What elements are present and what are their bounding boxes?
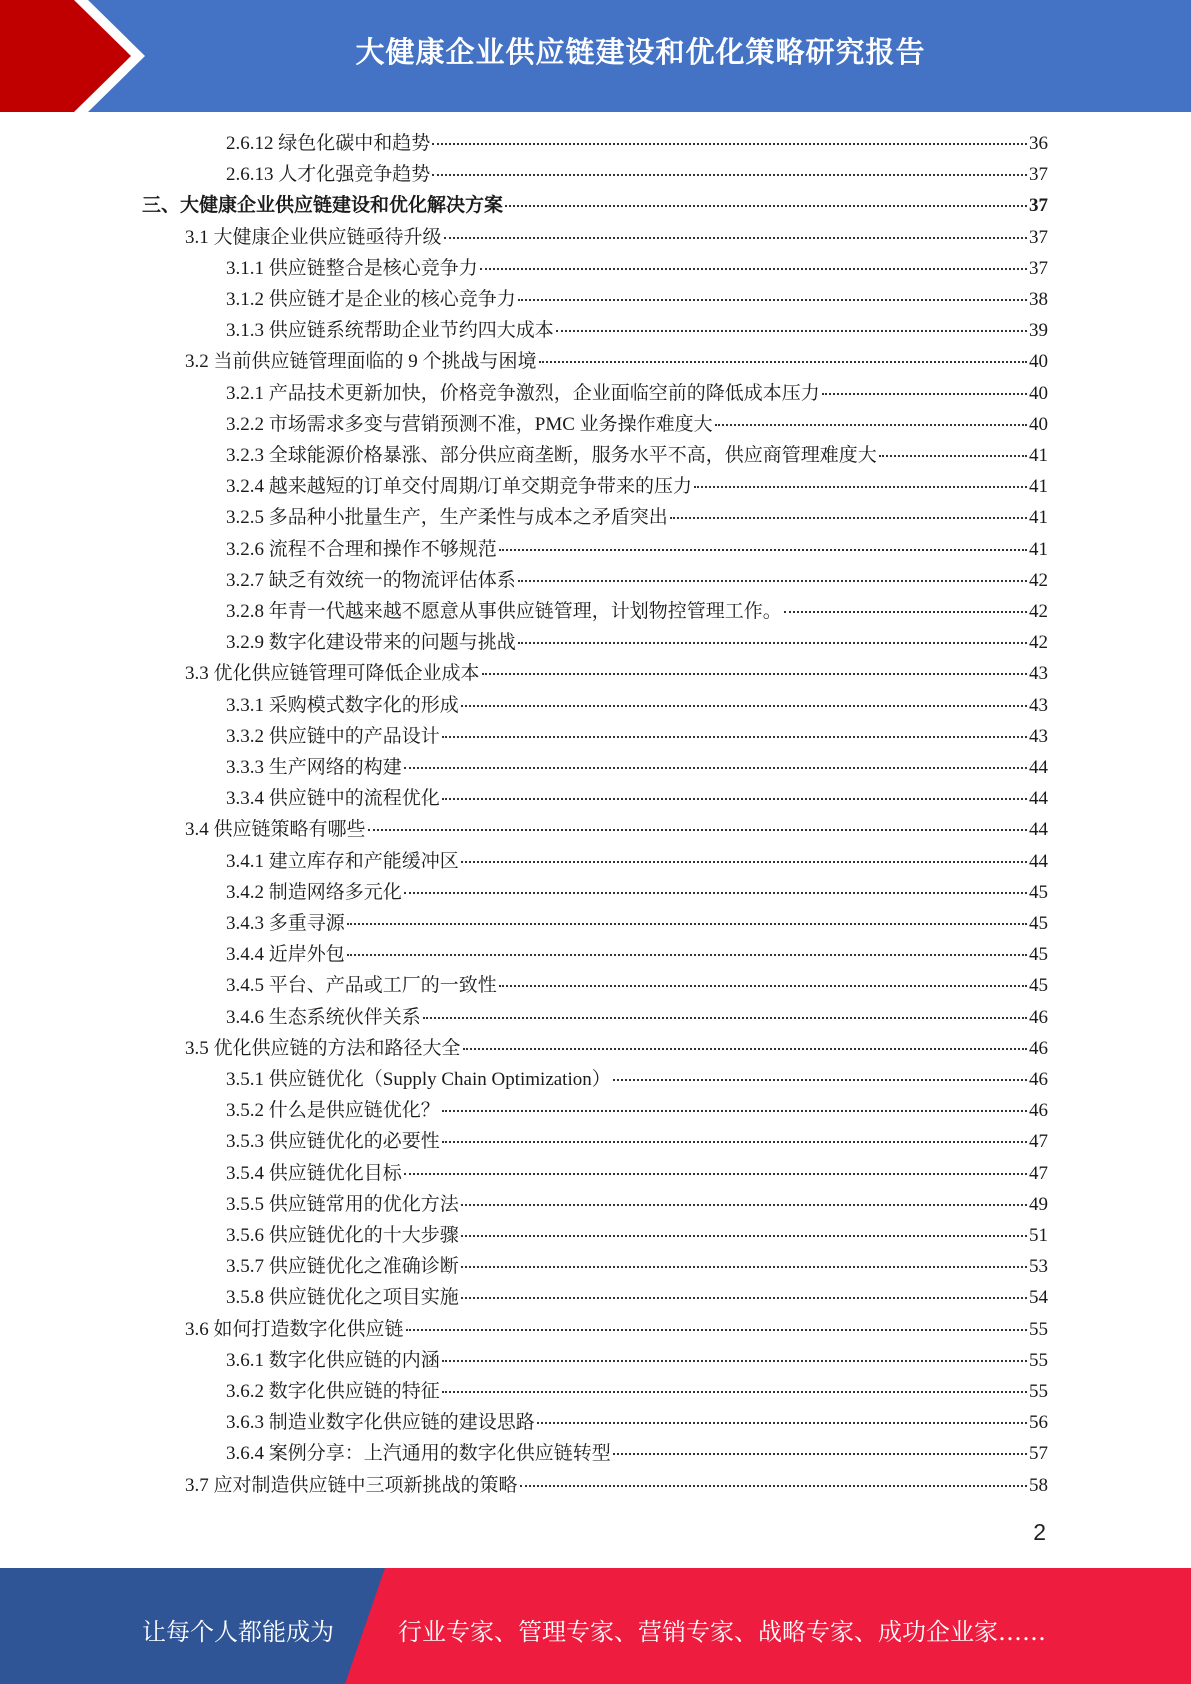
toc-dot-leader — [694, 486, 1027, 488]
toc-dot-leader — [670, 517, 1027, 519]
toc-entry-label: 3.4.3 多重寻源 — [226, 913, 345, 934]
toc-entry-label: 3.5.3 供应链优化的必要性 — [226, 1131, 440, 1153]
toc-entry[interactable] — [226, 471, 1048, 502]
toc-entry[interactable] — [226, 502, 1048, 533]
page-footer — [0, 1568, 1191, 1684]
toc-entry-page: 45 — [1029, 944, 1048, 966]
toc-entry[interactable] — [226, 877, 1048, 908]
toc-entry[interactable] — [226, 284, 1048, 315]
toc-dot-leader — [347, 954, 1027, 956]
toc-entry-page: 46 — [1029, 1069, 1048, 1090]
toc-dot-leader — [461, 705, 1027, 707]
toc-entry[interactable] — [226, 596, 1048, 627]
toc-entry[interactable] — [226, 534, 1048, 565]
toc-entry-label: 3.1.1 供应链整合是核心竞争力 — [226, 257, 478, 279]
toc-entry-page: 40 — [1029, 351, 1048, 373]
toc-dot-leader — [482, 673, 1027, 675]
toc-entry-page: 56 — [1029, 1412, 1048, 1434]
toc-entry[interactable] — [226, 1345, 1048, 1376]
toc-dot-leader — [537, 1422, 1027, 1424]
toc-entry-page: 44 — [1029, 819, 1048, 841]
toc-entry-page: 38 — [1029, 289, 1048, 310]
toc-entry[interactable] — [185, 814, 1048, 845]
toc-entry-label: 3.6.4 案例分享：上汽通用的数字化供应链转型 — [226, 1443, 611, 1465]
toc-entry-label: 3.3 优化供应链管理可降低企业成本 — [185, 663, 480, 685]
toc-entry-label: 3.1.2 供应链才是企业的核心竞争力 — [226, 289, 516, 310]
toc-entry[interactable] — [226, 440, 1048, 471]
toc-entry-page: 45 — [1029, 975, 1048, 997]
toc-dot-leader — [444, 237, 1027, 239]
toc-entry-page: 55 — [1029, 1318, 1048, 1340]
toc-entry[interactable] — [185, 346, 1048, 377]
toc-entry-page: 55 — [1029, 1381, 1048, 1402]
toc-dot-leader — [442, 798, 1027, 800]
toc-entry[interactable] — [226, 752, 1048, 783]
page-number: 2 — [1033, 1519, 1046, 1545]
toc-dot-leader — [368, 829, 1027, 831]
toc-dot-leader — [461, 1266, 1027, 1268]
toc-dot-leader — [518, 642, 1027, 644]
toc-dot-leader — [505, 205, 1027, 207]
toc-entry-label: 3.2.1 产品技术更新加快，价格竞争激烈，企业面临空前的降低成本压力 — [226, 382, 820, 404]
toc-dot-leader — [461, 1297, 1027, 1299]
toc-entry-label: 3.5 优化供应链的方法和路径大全 — [185, 1037, 461, 1059]
toc-entry-label: 3.1 大健康企业供应链亟待升级 — [185, 226, 442, 248]
toc-entry-label: 3.5.1 供应链优化（Supply Chain Optimization） — [226, 1069, 611, 1090]
toc-entry[interactable] — [142, 190, 1048, 221]
toc-entry-label: 3.3.4 供应链中的流程优化 — [226, 788, 440, 810]
toc-dot-leader — [879, 455, 1027, 457]
toc-entry-label: 3.6.1 数字化供应链的内涵 — [226, 1349, 440, 1371]
toc-entry-page: 44 — [1029, 757, 1048, 778]
toc-entry[interactable] — [226, 253, 1048, 284]
page-header — [0, 0, 1191, 112]
toc-dot-leader — [518, 299, 1027, 301]
toc-dot-leader — [463, 1048, 1027, 1050]
toc-entry[interactable] — [226, 565, 1048, 596]
toc-dot-leader — [461, 1204, 1027, 1206]
toc-entry-label: 3.5.2 什么是供应链优化？ — [226, 1100, 440, 1122]
toc-entry-page: 41 — [1029, 476, 1048, 498]
toc-entry-page: 47 — [1029, 1131, 1048, 1153]
toc-entry-label: 3.6 如何打造数字化供应链 — [185, 1318, 404, 1340]
toc-entry-page: 39 — [1029, 320, 1048, 342]
toc-dot-leader — [432, 143, 1027, 145]
toc-entry-label: 3.4 供应链策略有哪些 — [185, 819, 366, 841]
toc-entry-label: 2.6.12 绿色化碳中和趋势 — [226, 133, 431, 154]
toc-entry[interactable] — [226, 159, 1048, 190]
toc-entry[interactable] — [226, 1095, 1048, 1126]
toc-entry[interactable] — [185, 1314, 1048, 1345]
toc-entry[interactable] — [185, 1033, 1048, 1064]
toc-entry-label: 3.5.6 供应链优化的十大步骤 — [226, 1225, 459, 1246]
toc-entry-label: 3.6.2 数字化供应链的特征 — [226, 1381, 440, 1402]
toc-entry-label: 3.2.8 年青一代越来越不愿意从事供应链管理，计划物控管理工作。 — [226, 601, 782, 622]
toc-dot-leader — [613, 1453, 1027, 1455]
toc-entry[interactable] — [226, 128, 1048, 159]
toc-entry-page: 37 — [1029, 257, 1048, 279]
toc-dot-leader — [423, 1017, 1027, 1019]
toc-entry-page: 54 — [1029, 1287, 1048, 1309]
toc-dot-leader — [461, 861, 1027, 863]
toc-dot-leader — [442, 1391, 1027, 1393]
toc-entry[interactable] — [226, 721, 1048, 752]
toc-entry-label: 3.7 应对制造供应链中三项新挑战的策略 — [185, 1474, 518, 1496]
toc-entry-page: 41 — [1029, 538, 1048, 560]
toc-entry[interactable] — [226, 1158, 1048, 1189]
footer-slogan-right: 行业专家、管理专家、营销专家、战略专家、成功企业家…… — [398, 1618, 1046, 1646]
toc-entry-page: 55 — [1029, 1349, 1048, 1371]
toc-dot-leader — [404, 892, 1027, 894]
toc-entry-page: 46 — [1029, 1037, 1048, 1059]
toc-entry-page: 43 — [1029, 663, 1048, 685]
toc-entry-label: 3.5.7 供应链优化之准确诊断 — [226, 1256, 459, 1278]
footer-slogan-left: 让每个人都能成为 — [142, 1618, 334, 1646]
toc-entry[interactable] — [185, 1470, 1048, 1501]
toc-entry-page: 42 — [1029, 569, 1048, 591]
toc-entry-label: 3.5.5 供应链常用的优化方法 — [226, 1193, 459, 1215]
toc-entry[interactable] — [226, 1220, 1048, 1251]
toc-entry[interactable] — [226, 939, 1048, 970]
toc-entry[interactable] — [226, 627, 1048, 658]
toc-dot-leader — [432, 174, 1027, 176]
toc-entry[interactable] — [226, 783, 1048, 814]
toc-entry-page: 43 — [1029, 694, 1048, 716]
toc-entry-label: 2.6.13 人才化强竞争趋势 — [226, 164, 431, 186]
toc-entry[interactable] — [185, 658, 1048, 689]
toc-entry-label: 3.3.2 供应链中的产品设计 — [226, 725, 440, 747]
toc-entry-label: 三、大健康企业供应链建设和优化解决方案 — [142, 195, 504, 217]
toc-dot-leader — [406, 1329, 1027, 1331]
toc-entry-label: 3.2.2 市场需求多变与营销预测不准，PMC 业务操作难度大 — [226, 413, 713, 435]
toc-dot-leader — [461, 1235, 1027, 1237]
toc-entry-label: 3.2.3 全球能源价格暴涨、部分供应商垄断，服务水平不高，供应商管理难度大 — [226, 445, 877, 466]
toc-entry[interactable] — [226, 970, 1048, 1001]
toc-dot-leader — [556, 330, 1027, 332]
toc-entry[interactable] — [226, 409, 1048, 440]
toc-dot-leader — [539, 361, 1027, 363]
toc-dot-leader — [499, 985, 1027, 987]
toc-entry-page: 58 — [1029, 1474, 1048, 1496]
toc-entry[interactable] — [226, 1376, 1048, 1407]
toc-dot-leader — [347, 923, 1027, 925]
toc-entry-page: 45 — [1029, 881, 1048, 903]
toc-entry-page: 37 — [1029, 195, 1048, 217]
toc-entry[interactable] — [226, 1251, 1048, 1282]
toc-dot-leader — [822, 393, 1027, 395]
toc-entry-label: 3.2.4 越来越短的订单交付周期/订单交期竞争带来的压力 — [226, 476, 693, 498]
toc-entry-label: 3.4.5 平台、产品或工厂的一致性 — [226, 975, 497, 997]
toc-entry[interactable] — [226, 846, 1048, 877]
toc-entry-page: 41 — [1029, 507, 1048, 529]
toc-dot-leader — [613, 1079, 1027, 1081]
toc-entry[interactable] — [226, 1002, 1048, 1033]
toc-entry[interactable] — [185, 222, 1048, 253]
toc-entry-label: 3.2.5 多品种小批量生产，生产柔性与成本之矛盾突出 — [226, 507, 668, 529]
toc-entry-label: 3.4.1 建立库存和产能缓冲区 — [226, 850, 459, 872]
toc-entry[interactable] — [226, 1126, 1048, 1157]
toc-dot-leader — [442, 1360, 1027, 1362]
toc-entry-page: 49 — [1029, 1193, 1048, 1215]
toc-dot-leader — [404, 1173, 1027, 1175]
toc-entry-label: 3.4.6 生态系统伙伴关系 — [226, 1006, 421, 1028]
toc-entry-page: 41 — [1029, 445, 1048, 466]
toc-entry-label: 3.5.8 供应链优化之项目实施 — [226, 1287, 459, 1309]
toc-entry-page: 37 — [1029, 226, 1048, 248]
toc-dot-leader — [442, 1141, 1027, 1143]
toc-entry-label: 3.5.4 供应链优化目标 — [226, 1162, 402, 1184]
toc-dot-leader — [520, 1485, 1027, 1487]
toc-entry-label: 3.2.7 缺乏有效统一的物流评估体系 — [226, 569, 516, 591]
toc-entry[interactable] — [226, 1282, 1048, 1313]
toc-entry-page: 44 — [1029, 850, 1048, 872]
report-title: 大健康企业供应链建设和优化策略研究报告 — [355, 35, 926, 69]
toc-entry[interactable] — [226, 378, 1048, 409]
toc-entry-page: 40 — [1029, 413, 1048, 435]
toc-entry-page: 45 — [1029, 913, 1048, 934]
toc-entry-label: 3.2 当前供应链管理面临的 9 个挑战与困境 — [185, 351, 537, 373]
toc-entry-page: 57 — [1029, 1443, 1048, 1465]
toc-entry-page: 37 — [1029, 164, 1048, 186]
toc-entry[interactable] — [226, 1189, 1048, 1220]
toc-entry-page: 51 — [1029, 1225, 1048, 1246]
toc-entry-page: 42 — [1029, 601, 1048, 622]
toc-entry-label: 3.1.3 供应链系统帮助企业节约四大成本 — [226, 320, 554, 342]
toc-entry[interactable] — [226, 1064, 1048, 1095]
toc-entry-page: 36 — [1029, 133, 1048, 154]
toc-entry-page: 44 — [1029, 788, 1048, 810]
toc-entry-page: 46 — [1029, 1006, 1048, 1028]
toc-entry-label: 3.3.1 采购模式数字化的形成 — [226, 694, 459, 716]
toc-dot-leader — [499, 549, 1027, 551]
toc-dot-leader — [715, 424, 1027, 426]
toc-entry[interactable] — [226, 1407, 1048, 1438]
toc-entry-label: 3.2.6 流程不合理和操作不够规范 — [226, 538, 497, 560]
toc-entry-page: 43 — [1029, 725, 1048, 747]
toc-dot-leader — [784, 611, 1027, 613]
toc-entry-label: 3.4.2 制造网络多元化 — [226, 881, 402, 903]
toc-entry-label: 3.6.3 制造业数字化供应链的建设思路 — [226, 1412, 535, 1434]
toc-entry-page: 47 — [1029, 1162, 1048, 1184]
toc-entry[interactable] — [226, 1438, 1048, 1469]
toc-entry-label: 3.2.9 数字化建设带来的问题与挑战 — [226, 632, 516, 654]
toc-dot-leader — [518, 580, 1027, 582]
toc-entry-label: 3.4.4 近岸外包 — [226, 944, 345, 966]
toc-entry-page: 53 — [1029, 1256, 1048, 1278]
toc-dot-leader — [442, 736, 1027, 738]
toc-entry-label: 3.3.3 生产网络的构建 — [226, 757, 402, 778]
toc-dot-leader — [480, 268, 1027, 270]
toc-entry[interactable] — [226, 315, 1048, 346]
toc-entry[interactable] — [226, 690, 1048, 721]
toc-dot-leader — [404, 767, 1027, 769]
toc-entry[interactable] — [226, 908, 1048, 939]
toc-entry-page: 40 — [1029, 382, 1048, 404]
toc-entry-page: 42 — [1029, 632, 1048, 654]
toc-entry-page: 46 — [1029, 1100, 1048, 1122]
toc-dot-leader — [442, 1110, 1027, 1112]
